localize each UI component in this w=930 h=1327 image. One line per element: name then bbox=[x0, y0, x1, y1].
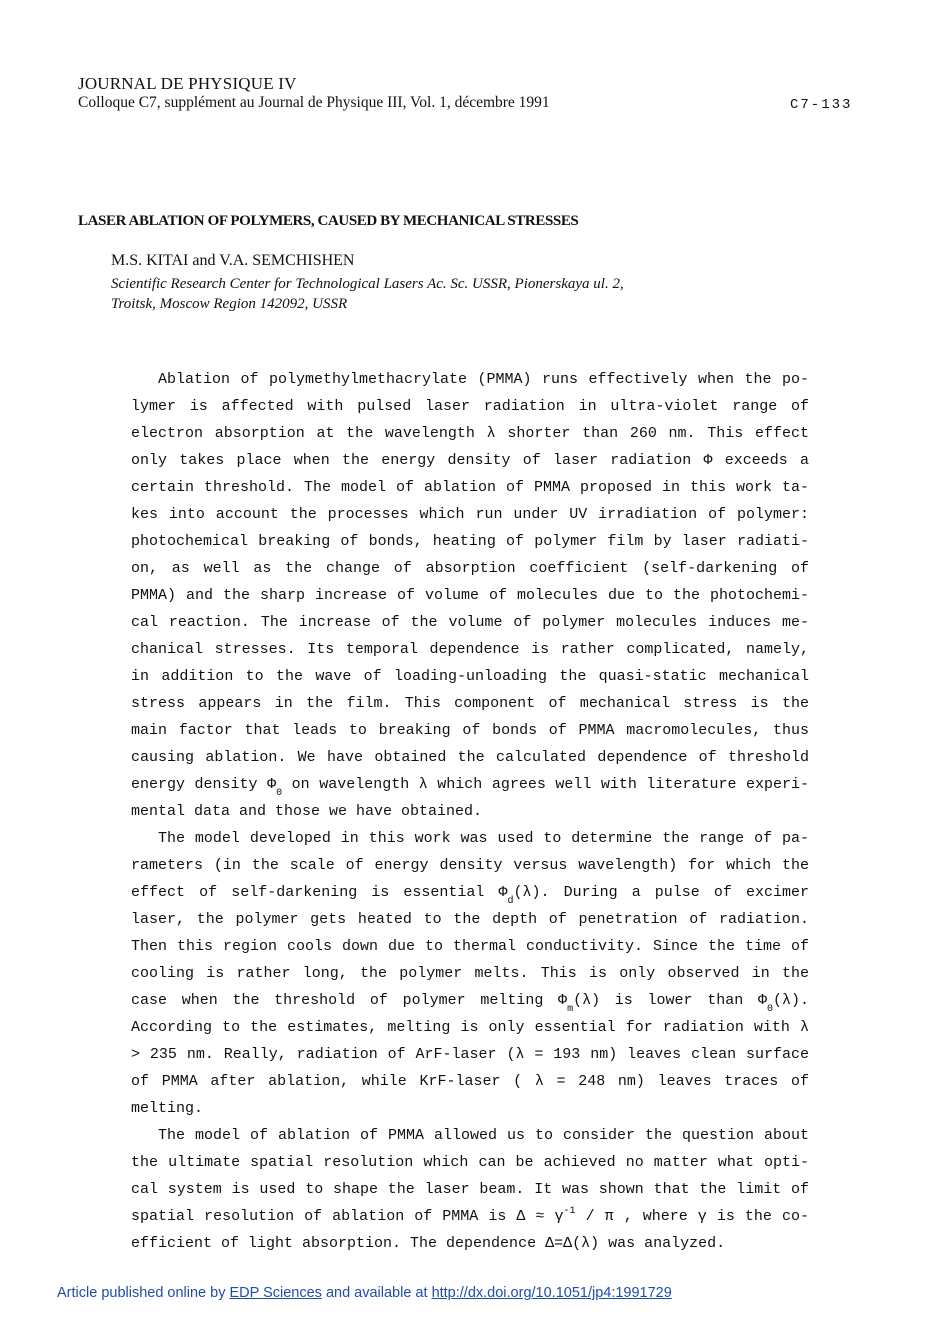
body-line: only takes place when the energy density of laser radiation Φ exceeds a bbox=[131, 452, 809, 469]
publisher-link[interactable]: EDP Sciences bbox=[229, 1285, 322, 1301]
footer-prefix: Article published online by bbox=[57, 1285, 230, 1301]
text-span: spatial resolution of ablation of PMMA is Δ ≈ γ bbox=[131, 1208, 564, 1225]
body-line-with-subscript bbox=[131, 991, 809, 1015]
body-line: According to the estimates, melting is only essential for radiation with λ bbox=[131, 1019, 809, 1036]
body-line: melting. bbox=[131, 1100, 204, 1117]
body-line-with-superscript bbox=[131, 1207, 809, 1227]
body-line: kes into account the processes which run under UV irradiation of polymer: bbox=[131, 506, 809, 523]
body-line-with-subscript bbox=[131, 883, 809, 907]
body-line: certain threshold. The model of ablation of PMMA proposed in this work ta- bbox=[131, 479, 809, 496]
body-line: in addition to the wave of loading-unloading the quasi-static mechanical bbox=[131, 668, 809, 685]
publication-footer bbox=[57, 1285, 672, 1301]
text-span: energy density Φ bbox=[131, 776, 277, 793]
affiliation-line-2: Troitsk, Moscow Region 142092, USSR bbox=[111, 296, 348, 312]
body-line: cal reaction. The increase of the volume of polymer molecules induces me- bbox=[131, 614, 809, 631]
body-line: efficient of light absorption. The dependence Δ=Δ(λ) was analyzed. bbox=[131, 1235, 726, 1252]
paper-title: LASER ABLATION OF POLYMERS, CAUSED BY MECHANICAL STRESSES bbox=[78, 213, 579, 229]
body-line: electron absorption at the wavelength λ shorter than 260 nm. This effect bbox=[131, 425, 809, 442]
body-line: of PMMA after ablation, while KrF-laser ( λ = 248 nm) leaves traces of bbox=[131, 1073, 809, 1090]
body-line: chanical stresses. Its temporal dependence is rather complicated, namely, bbox=[131, 641, 809, 658]
body-line: PMMA) and the sharp increase of volume of molecules due to the photochemi- bbox=[131, 587, 809, 604]
page-number: C7-133 bbox=[790, 97, 853, 113]
text-span: (λ). bbox=[772, 992, 809, 1009]
text-span: case when the threshold of polymer melting Φ bbox=[131, 992, 568, 1009]
body-line: The model of ablation of PMMA allowed us to consider the question about bbox=[158, 1127, 809, 1144]
subscript: 0 bbox=[766, 1004, 773, 1015]
doi-link[interactable]: http://dx.doi.org/10.1051/jp4:1991729 bbox=[431, 1285, 672, 1301]
footer-middle: and available at bbox=[321, 1285, 432, 1301]
text-span: effect of self-darkening is essential Φ bbox=[131, 884, 508, 901]
body-line: rameters (in the scale of energy density versus wavelength) for which the bbox=[131, 857, 809, 874]
body-line-with-subscript bbox=[131, 775, 809, 799]
body-line: The model developed in this work was used to determine the range of pa- bbox=[158, 830, 809, 847]
body-line: lymer is affected with pulsed laser radiation in ultra-violet range of bbox=[131, 398, 809, 415]
authors: M.S. KITAI and V.A. SEMCHISHEN bbox=[111, 252, 355, 269]
subscript: 0 bbox=[276, 788, 283, 799]
body-line: cooling is rather long, the polymer melts. This is only observed in the bbox=[131, 965, 809, 982]
body-line: > 235 nm. Really, radiation of ArF-laser (λ = 193 nm) leaves clean surface bbox=[131, 1046, 809, 1063]
body-line: photochemical breaking of bonds, heating of polymer film by laser radiati- bbox=[131, 533, 809, 550]
text-span: (λ). During a pulse of excimer bbox=[513, 884, 809, 901]
colloque-line: Colloque C7, supplément au Journal de Physique III, Vol. 1, décembre 1991 bbox=[78, 94, 550, 111]
subscript: d bbox=[507, 896, 514, 907]
body-line: Then this region cools down due to thermal conductivity. Since the time of bbox=[131, 938, 809, 955]
body-line: causing ablation. We have obtained the calculated dependence of threshold bbox=[131, 749, 809, 766]
subscript: m bbox=[567, 1004, 574, 1015]
body-line: on, as well as the change of absorption coefficient (self-darkening of bbox=[131, 560, 809, 577]
body-line: stress appears in the film. This component of mechanical stress is the bbox=[131, 695, 809, 712]
body-line: cal system is used to shape the laser beam. It was shown that the limit of bbox=[131, 1181, 809, 1198]
journal-title: JOURNAL DE PHYSIQUE IV bbox=[78, 74, 297, 93]
text-span: (λ) is lower than Φ bbox=[573, 992, 767, 1009]
text-span: / π , where γ is the co- bbox=[585, 1208, 809, 1225]
body-line: the ultimate spatial resolution which can be achieved no matter what opti- bbox=[131, 1154, 809, 1171]
text-span: on wavelength λ which agrees well with literature experi- bbox=[291, 776, 809, 793]
body-line: mental data and those we have obtained. bbox=[131, 803, 483, 820]
superscript: -1 bbox=[563, 1206, 576, 1217]
body-line: laser, the polymer gets heated to the depth of penetration of radiation. bbox=[131, 911, 809, 928]
affiliation-line-1: Scientific Research Center for Technological Lasers Ac. Sc. USSR, Pionerskaya ul. 2, bbox=[111, 276, 624, 292]
body-line: Ablation of polymethylmethacrylate (PMMA) runs effectively when the po- bbox=[158, 371, 809, 388]
body-line: main factor that leads to breaking of bonds of PMMA macromolecules, thus bbox=[131, 722, 809, 739]
